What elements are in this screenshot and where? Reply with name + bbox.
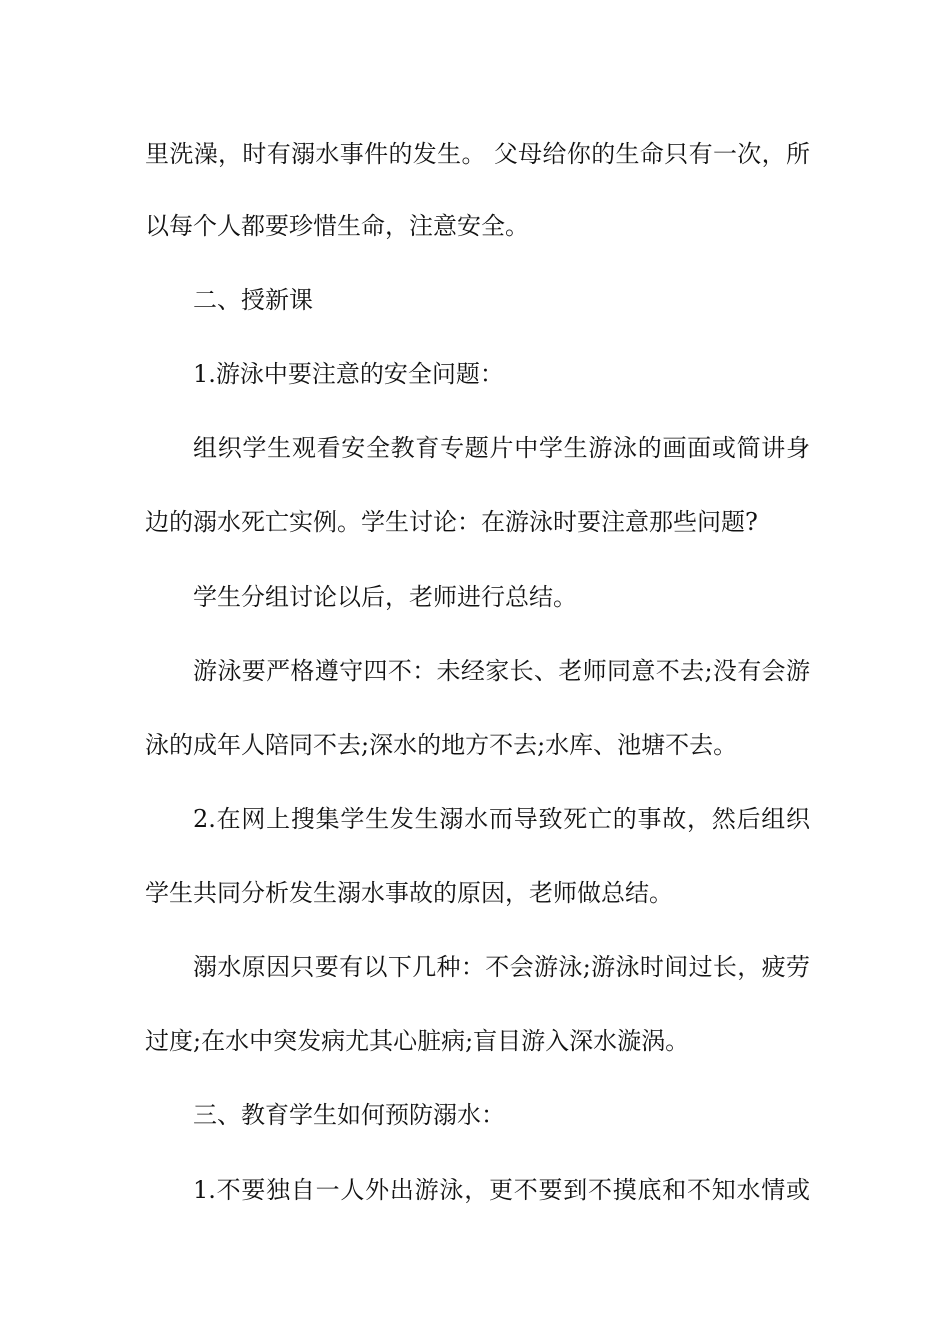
- section-heading: 二、授新课: [193, 286, 313, 314]
- paragraph-line: 以每个人都要珍惜生命，注意安全。: [145, 212, 529, 240]
- subsection-heading: 1.游泳中要注意的安全问题：: [193, 360, 504, 388]
- paragraph-line: 游泳要严格遵守四不：未经家长、老师同意不去;没有会游: [193, 657, 810, 685]
- paragraph-line: 溺水原因只要有以下几种：不会游泳;游泳时间过长，疲劳: [193, 953, 810, 981]
- paragraph-line: 边的溺水死亡实例。学生讨论：在游泳时要注意那些问题?: [145, 508, 758, 536]
- paragraph-line: 2.在网上搜集学生发生溺水而导致死亡的事故，然后组织: [193, 805, 810, 833]
- paragraph-line: 学生共同分析发生溺水事故的原因，老师做总结。: [145, 879, 673, 907]
- paragraph-line: 学生分组讨论以后，老师进行总结。: [193, 583, 577, 611]
- paragraph-line: 组织学生观看安全教育专题片中学生游泳的画面或简讲身: [193, 434, 810, 462]
- paragraph-line: 1.不要独自一人外出游泳，更不要到不摸底和不知水情或: [193, 1176, 810, 1204]
- section-heading: 三、教育学生如何预防溺水：: [193, 1101, 505, 1129]
- paragraph-line: 里洗澡，时有溺水事件的发生。 父母给你的生命只有一次，所: [145, 140, 810, 168]
- paragraph-line: 过度;在水中突发病尤其心脏病;盲目游入深水漩涡。: [145, 1027, 690, 1055]
- paragraph-line: 泳的成年人陪同不去;深水的地方不去;水库、池塘不去。: [145, 731, 738, 759]
